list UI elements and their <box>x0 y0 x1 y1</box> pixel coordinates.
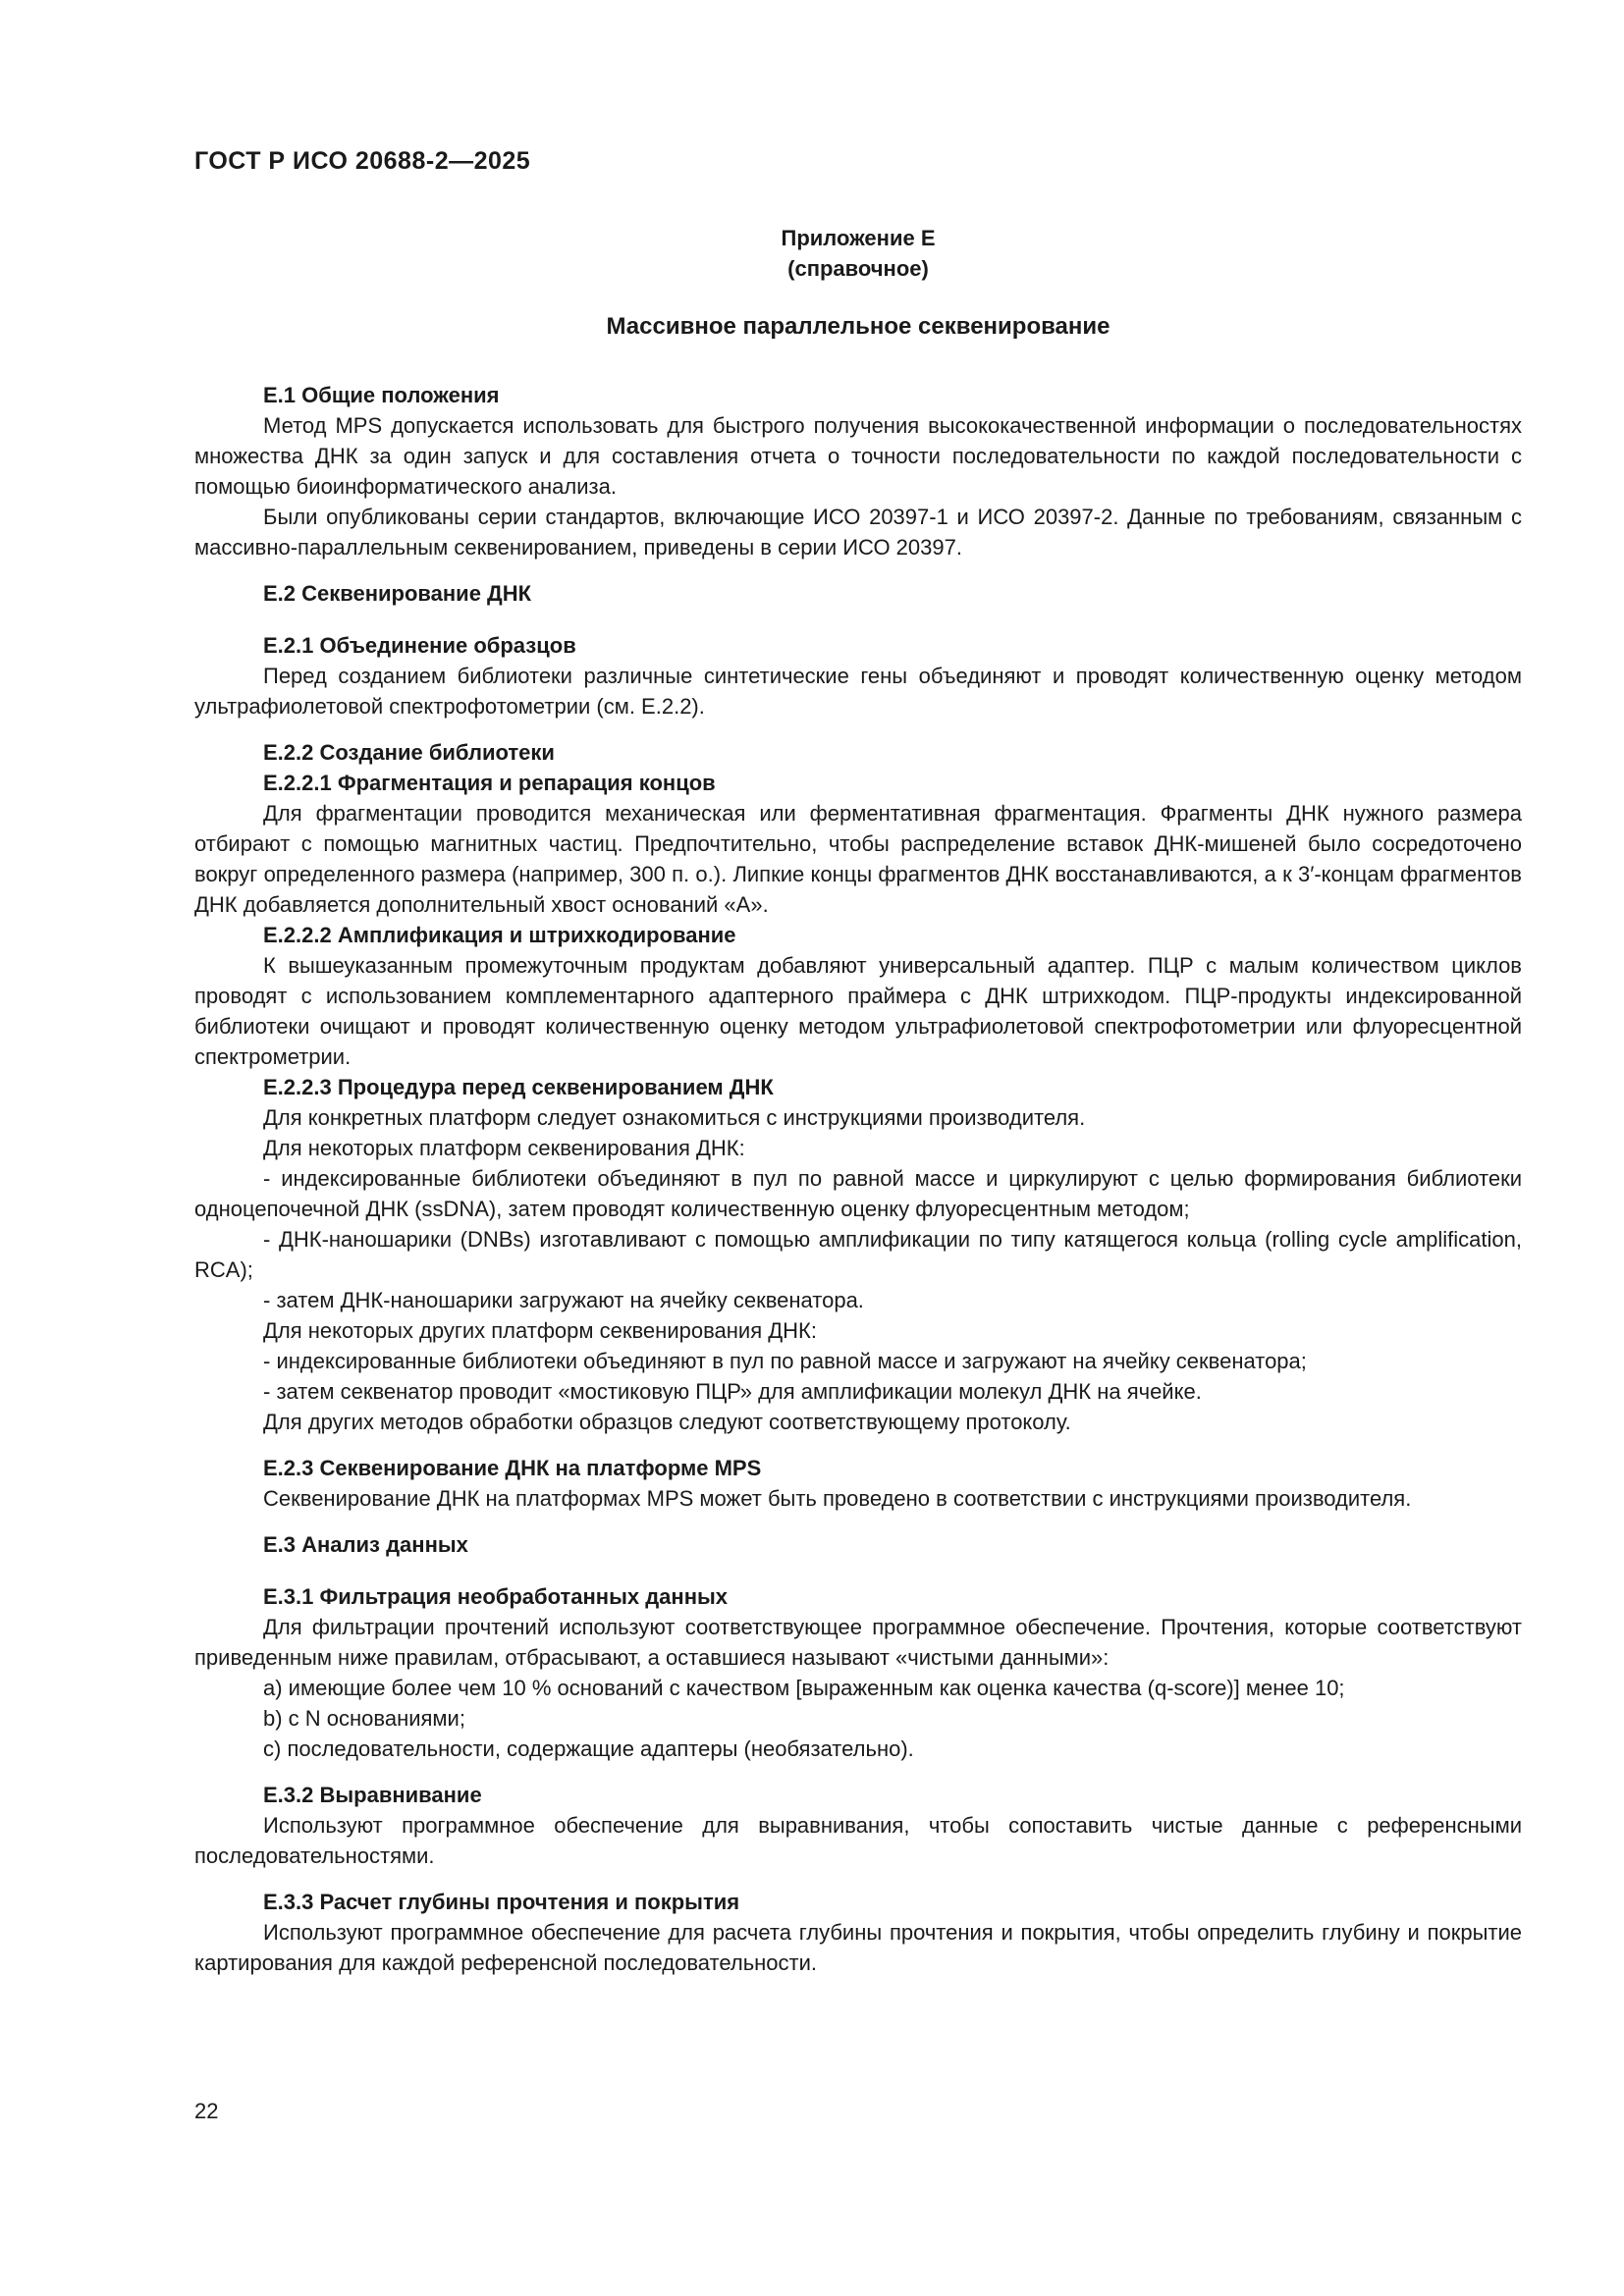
section-e21-paragraph: Перед созданием библиотеки различные синтетические гены объединяют и проводят количественную оценку методом ультрафиолетовой спектрофотометрии (см. Е.2.2). <box>194 664 1522 719</box>
list-item: a) имеющие более чем 10 % оснований с качеством [выраженным как оценка качества (q-score)] менее 10; <box>263 1676 1345 1700</box>
section-e32-paragraph: Используют программное обеспечение для выравнивания, чтобы сопоставить чистые данные с референсными последовательностями. <box>194 1813 1522 1868</box>
section-e223-title: Е.2.2.3 Процедура перед секвенированием ДНК <box>263 1075 774 1099</box>
section-e223-paragraph: Для некоторых платформ секвенирования ДНК: <box>263 1136 745 1160</box>
page-number: 22 <box>194 2099 219 2123</box>
section-e1-paragraph: Метод MPS допускается использовать для быстрого получения высококачественной информации о последовательностях множества ДНК за один запуск и для составления отчета о точности последовательности по каждой последовательности с помощью биоинформатического анализа. <box>194 413 1522 499</box>
section-e22-title: Е.2.2 Создание библиотеки <box>263 740 555 765</box>
list-item: - индексированные библиотеки объединяют в пул по равной массе и загружают на ячейку секвенатора; <box>263 1349 1307 1373</box>
section-e31-title: Е.3.1 Фильтрация необработанных данных <box>263 1584 729 1609</box>
section-e223-paragraph: Для конкретных платформ следует ознакомиться с инструкциями производителя. <box>263 1105 1086 1130</box>
section-e23-title: Е.2.3 Секвенирование ДНК на платформе MPS <box>263 1456 762 1480</box>
annex-heading: Массивное параллельное секвенирование <box>606 313 1110 340</box>
list-item: - ДНК-наношарики (DNBs) изготавливают с помощью амплификации по типу катящегося кольца (rolling cycle amplification, RCA); <box>194 1227 1522 1282</box>
section-e222-title: Е.2.2.2 Амплификация и штрихкодирование <box>263 923 736 947</box>
section-e32-title: Е.3.2 Выравнивание <box>263 1783 482 1807</box>
section-e222-paragraph: К вышеуказанным промежуточным продуктам добавляют универсальный адаптер. ПЦР с малым количеством циклов проводят с использованием комплементарного адаптерного праймера с ДНК штрихкодом. ПЦР-продукты индексированной библиотеки очищают и проводят количественную оценку методом ультрафиолетовой спектрофотометрии или флуоресцентной спектрометрии. <box>194 953 1522 1069</box>
section-e2-title: Е.2 Секвенирование ДНК <box>263 581 532 606</box>
list-item: - индексированные библиотеки объединяют в пул по равной массе и циркулируют с целью формирования библиотеки одноцепочечной ДНК (ssDNA), затем проводят количественную оценку флуоресцентным методом; <box>194 1166 1522 1221</box>
document-page <box>194 147 1522 1978</box>
list-item: b) с N основаниями; <box>263 1706 465 1731</box>
section-e223-paragraph: Для некоторых других платформ секвенирования ДНК: <box>263 1318 817 1343</box>
section-e221-paragraph: Для фрагментации проводится механическая или ферментативная фрагментация. Фрагменты ДНК нужного размера отбирают с помощью магнитных частиц. Предпочтительно, чтобы распределение вставок ДНК-мишеней было сосредоточено вокруг определенного размера (например, 300 п. о.). Липкие концы фрагментов ДНК восстанавливаются, а к 3′-концам фрагментов ДНК добавляется дополнительный хвост оснований «А». <box>194 801 1522 917</box>
section-e221-title: Е.2.2.1 Фрагментация и репарация концов <box>263 771 716 795</box>
list-item: c) последовательности, содержащие адаптеры (необязательно). <box>263 1736 914 1761</box>
section-e223-paragraph: Для других методов обработки образцов следуют соответствующему протоколу. <box>263 1410 1071 1434</box>
section-e3-title: Е.3 Анализ данных <box>263 1532 468 1557</box>
section-e33-title: Е.3.3 Расчет глубины прочтения и покрытия <box>263 1890 740 1914</box>
section-e21-title: Е.2.1 Объединение образцов <box>263 633 576 658</box>
section-e23-paragraph: Секвенирование ДНК на платформах MPS может быть проведено в соответствии с инструкциями производителя. <box>263 1486 1412 1511</box>
section-e1-title: Е.1 Общие положения <box>263 383 500 407</box>
standard-header: ГОСТ Р ИСО 20688-2—2025 <box>194 147 531 175</box>
section-e1-paragraph: Были опубликованы серии стандартов, включающие ИСО 20397-1 и ИСО 20397-2. Данные по требованиям, связанным с массивно-параллельным секвенированием, приведены в серии ИСО 20397. <box>194 505 1522 560</box>
list-item: - затем секвенатор проводит «мостиковую ПЦР» для амплификации молекул ДНК на ячейке. <box>263 1379 1202 1404</box>
annex-type: (справочное) <box>787 256 929 281</box>
list-item: - затем ДНК-наношарики загружают на ячейку секвенатора. <box>263 1288 864 1312</box>
section-e31-paragraph: Для фильтрации прочтений используют соответствующее программное обеспечение. Прочтения, которые соответствуют приведенным ниже правилам, отбрасывают, а оставшиеся называют «чистыми данными»: <box>194 1615 1522 1670</box>
section-e33-paragraph: Используют программное обеспечение для расчета глубины прочтения и покрытия, чтобы определить глубину и покрытие картирования для каждой референсной последовательности. <box>194 1920 1522 1975</box>
annex-title: Приложение Е <box>781 226 936 250</box>
